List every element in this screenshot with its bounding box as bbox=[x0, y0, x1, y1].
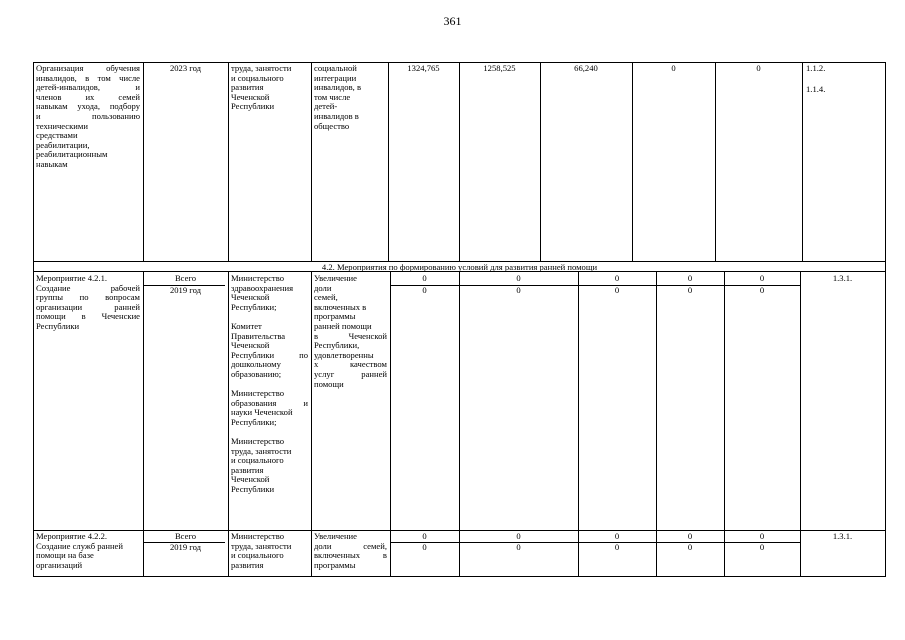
text-line: доли bbox=[314, 282, 332, 293]
text-line: включенных в bbox=[314, 301, 367, 312]
text-line: организаций bbox=[36, 559, 83, 570]
row3-value-all: 0 bbox=[759, 531, 765, 541]
col-line bbox=[724, 272, 725, 576]
text-line: навыкам bbox=[36, 158, 68, 169]
row1-measure bbox=[36, 64, 140, 170]
row3-link: 1.3.1. bbox=[832, 531, 853, 541]
col-line bbox=[143, 272, 144, 576]
text-line: здравоохранения bbox=[231, 282, 294, 293]
text-line: развития bbox=[231, 82, 264, 93]
row2-period-all: Всего bbox=[174, 273, 197, 283]
col-line bbox=[715, 62, 716, 261]
table-bottom-border bbox=[33, 576, 886, 577]
row2-value-all: 0 bbox=[759, 273, 765, 283]
section-title: 4.2. Мероприятия по формированию условий для развития ранней помощи bbox=[33, 261, 886, 272]
text-line: труда, занятости bbox=[231, 445, 292, 456]
row3-value-all: 0 bbox=[516, 531, 521, 541]
row1-value: 1258,525 bbox=[483, 63, 516, 73]
row3-value-all: 0 bbox=[422, 531, 427, 541]
row3-value-year: 0 bbox=[759, 542, 765, 552]
text-line: программы bbox=[314, 559, 356, 570]
text-line: дошкольному bbox=[231, 359, 281, 370]
row3-value-all: 0 bbox=[687, 531, 693, 541]
text-line: детей-инвалидов, и bbox=[36, 82, 140, 93]
text-line: х качеством bbox=[314, 359, 387, 370]
page-number: 361 bbox=[443, 14, 462, 28]
text-line: детей- bbox=[314, 101, 338, 112]
row3-result bbox=[314, 532, 387, 570]
text-line: средствами bbox=[36, 130, 78, 141]
row2-link: 1.3.1. bbox=[832, 273, 853, 283]
text-line: организации ранней bbox=[36, 301, 140, 312]
text-line: реабилитации, bbox=[36, 139, 90, 150]
text-line: Чеченской bbox=[231, 91, 270, 102]
col-line bbox=[656, 272, 657, 576]
text-line: Чеченской bbox=[231, 474, 270, 485]
col-line bbox=[578, 272, 579, 576]
row2-measure bbox=[36, 274, 140, 332]
text-line: Республики, bbox=[314, 340, 360, 351]
col-line bbox=[459, 62, 460, 261]
col-line bbox=[228, 62, 229, 261]
text-line: и пользованию bbox=[36, 110, 140, 121]
text-line: Министерство bbox=[231, 273, 284, 283]
row1-links bbox=[806, 64, 882, 94]
row3-value-year: 0 bbox=[614, 542, 620, 552]
col-line bbox=[311, 62, 312, 261]
text-line: том числе bbox=[314, 91, 351, 102]
row3-value-year: 0 bbox=[422, 542, 427, 552]
row3-value-year: 0 bbox=[516, 542, 521, 552]
row1-value: 66,240 bbox=[574, 63, 598, 73]
col-line bbox=[802, 62, 803, 261]
text-line: науки Чеченской bbox=[231, 407, 293, 418]
row3-value-year: 0 bbox=[687, 542, 693, 552]
text-line: помощи bbox=[314, 378, 344, 389]
text-line: и социального bbox=[231, 455, 284, 466]
row3-period-all: Всего bbox=[174, 531, 197, 541]
col-line bbox=[33, 62, 34, 576]
row2-executor bbox=[231, 274, 308, 495]
text-line: Республики; bbox=[231, 416, 277, 427]
col-line bbox=[228, 272, 229, 576]
text-line: реабилитационным bbox=[36, 149, 108, 160]
text-line: ранней помощи bbox=[314, 320, 372, 331]
text-line: членов их семей bbox=[36, 91, 140, 102]
text-line: инвалидов, в bbox=[314, 82, 362, 93]
col-line bbox=[390, 272, 391, 576]
text-line: семей, bbox=[314, 292, 338, 303]
row2-value-all: 0 bbox=[687, 273, 693, 283]
text-line: Министерство bbox=[231, 436, 284, 447]
text-line: Министерство bbox=[231, 531, 284, 541]
row3-year: 2019 год bbox=[169, 542, 202, 552]
col-line bbox=[540, 62, 541, 261]
text-line: труда, занятости bbox=[231, 540, 292, 551]
text-line: развития bbox=[231, 464, 264, 475]
text-line: программы bbox=[314, 311, 356, 322]
row1-year: 2023 год bbox=[169, 63, 202, 73]
row2-value-year: 0 bbox=[614, 285, 620, 295]
text-line: группы по вопросам bbox=[36, 292, 140, 303]
text-line: удовлетворенны bbox=[314, 349, 374, 360]
text-line: Создание служб ранней bbox=[36, 540, 123, 551]
text-line: Организация обучения bbox=[36, 63, 140, 73]
text-line: Республики bbox=[231, 101, 275, 112]
col-line bbox=[800, 272, 801, 576]
text-line: Министерство bbox=[231, 388, 284, 399]
row2-value-all: 0 bbox=[614, 273, 620, 283]
row1-value: 0 bbox=[756, 63, 761, 73]
text-line: развития bbox=[231, 559, 264, 570]
row1-total: 1324,765 bbox=[407, 63, 440, 73]
text-line: Чеченской bbox=[231, 292, 270, 303]
col-line bbox=[885, 62, 886, 576]
row2-value-all: 0 bbox=[516, 273, 521, 283]
spacer bbox=[806, 74, 882, 85]
text-line: помощи в Чеченские bbox=[36, 311, 140, 322]
text-line: Мероприятие 4.2.2. bbox=[36, 531, 108, 541]
text-line: доли семей, bbox=[314, 540, 387, 551]
text-line: труда, занятости bbox=[231, 63, 292, 73]
text-line: образования и bbox=[231, 397, 308, 408]
text-line: Республики по bbox=[231, 349, 308, 360]
row2-value-year: 0 bbox=[516, 285, 521, 295]
row1-value: 0 bbox=[671, 63, 676, 73]
row3-measure bbox=[36, 532, 140, 570]
row2-value-all: 0 bbox=[422, 273, 427, 283]
text-line: Республики bbox=[36, 320, 80, 331]
text-line: социальной bbox=[314, 63, 357, 73]
text-line: Республики; bbox=[231, 301, 277, 312]
text-line: Комитет bbox=[231, 320, 262, 331]
text-line: Мероприятие 4.2.1. bbox=[36, 273, 108, 283]
text-line: Создание рабочей bbox=[36, 282, 140, 293]
row1-result bbox=[314, 64, 386, 131]
text-line: инвалидов в bbox=[314, 110, 359, 121]
text-line: образованию; bbox=[231, 368, 282, 379]
text-line: Республики bbox=[231, 484, 275, 495]
row2-year: 2019 год bbox=[169, 285, 202, 295]
text-line: Правительства bbox=[231, 330, 286, 341]
row3-executor bbox=[231, 532, 308, 570]
row2-result bbox=[314, 274, 387, 389]
text-line: инвалидов, в том числе bbox=[36, 72, 140, 83]
col-line bbox=[632, 62, 633, 261]
link-code: 1.1.2. bbox=[806, 63, 826, 73]
text-line: и социального bbox=[231, 72, 284, 83]
row2-value-year: 0 bbox=[759, 285, 765, 295]
text-line: помощи на базе bbox=[36, 550, 94, 561]
row2-value-year: 0 bbox=[422, 285, 427, 295]
text-line: в Чеченской bbox=[314, 330, 387, 341]
text-line: техническими bbox=[36, 120, 88, 131]
text-line: Увеличение bbox=[314, 273, 357, 283]
col-line bbox=[311, 272, 312, 576]
col-line bbox=[143, 62, 144, 261]
text-line: интеграции bbox=[314, 72, 357, 83]
col-line bbox=[388, 62, 389, 261]
text-line: навыкам ухода, подбору bbox=[36, 101, 140, 112]
row2-value-year: 0 bbox=[687, 285, 693, 295]
row3-value-all: 0 bbox=[614, 531, 620, 541]
text-line: общество bbox=[314, 120, 350, 131]
text-line: Чеченской bbox=[231, 340, 270, 351]
text-line: Увеличение bbox=[314, 531, 357, 541]
text-line: услуг ранней bbox=[314, 368, 387, 379]
text-line: и социального bbox=[231, 550, 284, 561]
link-code: 1.1.4. bbox=[806, 83, 826, 94]
row1-executor bbox=[231, 64, 309, 112]
text-line: включенных в bbox=[314, 550, 387, 561]
col-line bbox=[459, 272, 460, 576]
